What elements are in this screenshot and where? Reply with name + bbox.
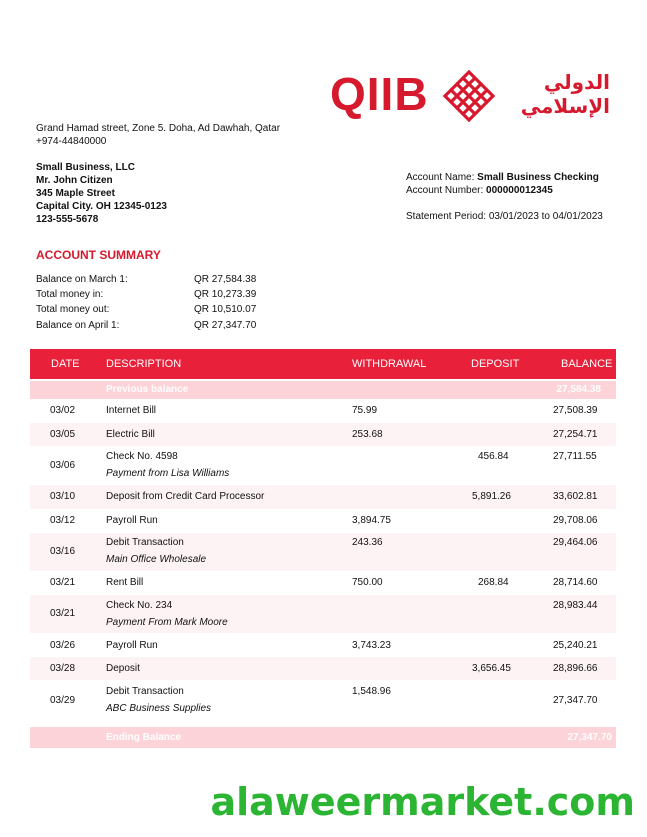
statement-period-line: Statement Period: 03/01/2023 to 04/01/2023 [406, 211, 603, 222]
watermark: alaweermarket.com [210, 780, 635, 824]
header-balance: BALANCE [561, 358, 613, 370]
header-date: DATE [51, 358, 80, 370]
summary-label: Total money in: [36, 289, 104, 300]
summary-label: Total money out: [36, 304, 110, 315]
customer-address-block: Small Business, LLC Mr. John Citizen 345 Maple Street Capital City. OH 12345-0123 123-555-5678 [36, 162, 167, 225]
header-deposit: DEPOSIT [471, 358, 520, 370]
ending-balance-row: Ending Balance 27,347.70 [30, 727, 616, 748]
bank-address: Grand Hamad street, Zone 5. Doha, Ad Dawhah, Qatar +974-44840000 [36, 123, 281, 147]
summary-value: QR 10,273.39 [194, 289, 257, 300]
summary-label: Balance on April 1: [36, 320, 120, 331]
account-summary-title: ACCOUNT SUMMARY [36, 248, 161, 262]
summary-value: QR 27,584.38 [194, 274, 257, 285]
header-description: DESCRIPTION [106, 358, 182, 370]
transactions-table-header [30, 349, 616, 379]
summary-value: QR 10,510.07 [194, 304, 257, 315]
bank-logo-arabic: الدولي الإسلامي [520, 70, 610, 118]
bank-emblem-icon [441, 68, 497, 124]
account-info [406, 171, 603, 223]
account-name-line: Account Name: Small Business Checking [406, 172, 599, 183]
previous-balance-row: Previous balance 27,584.38 [30, 381, 616, 399]
header-withdrawal: WITHDRAWAL [352, 358, 427, 370]
summary-label: Balance on March 1: [36, 274, 128, 285]
summary-value: QR 27,347.70 [194, 320, 257, 331]
account-number-line: Account Number: 000000012345 [406, 185, 553, 196]
bank-logo-text: QIIB [330, 68, 429, 120]
